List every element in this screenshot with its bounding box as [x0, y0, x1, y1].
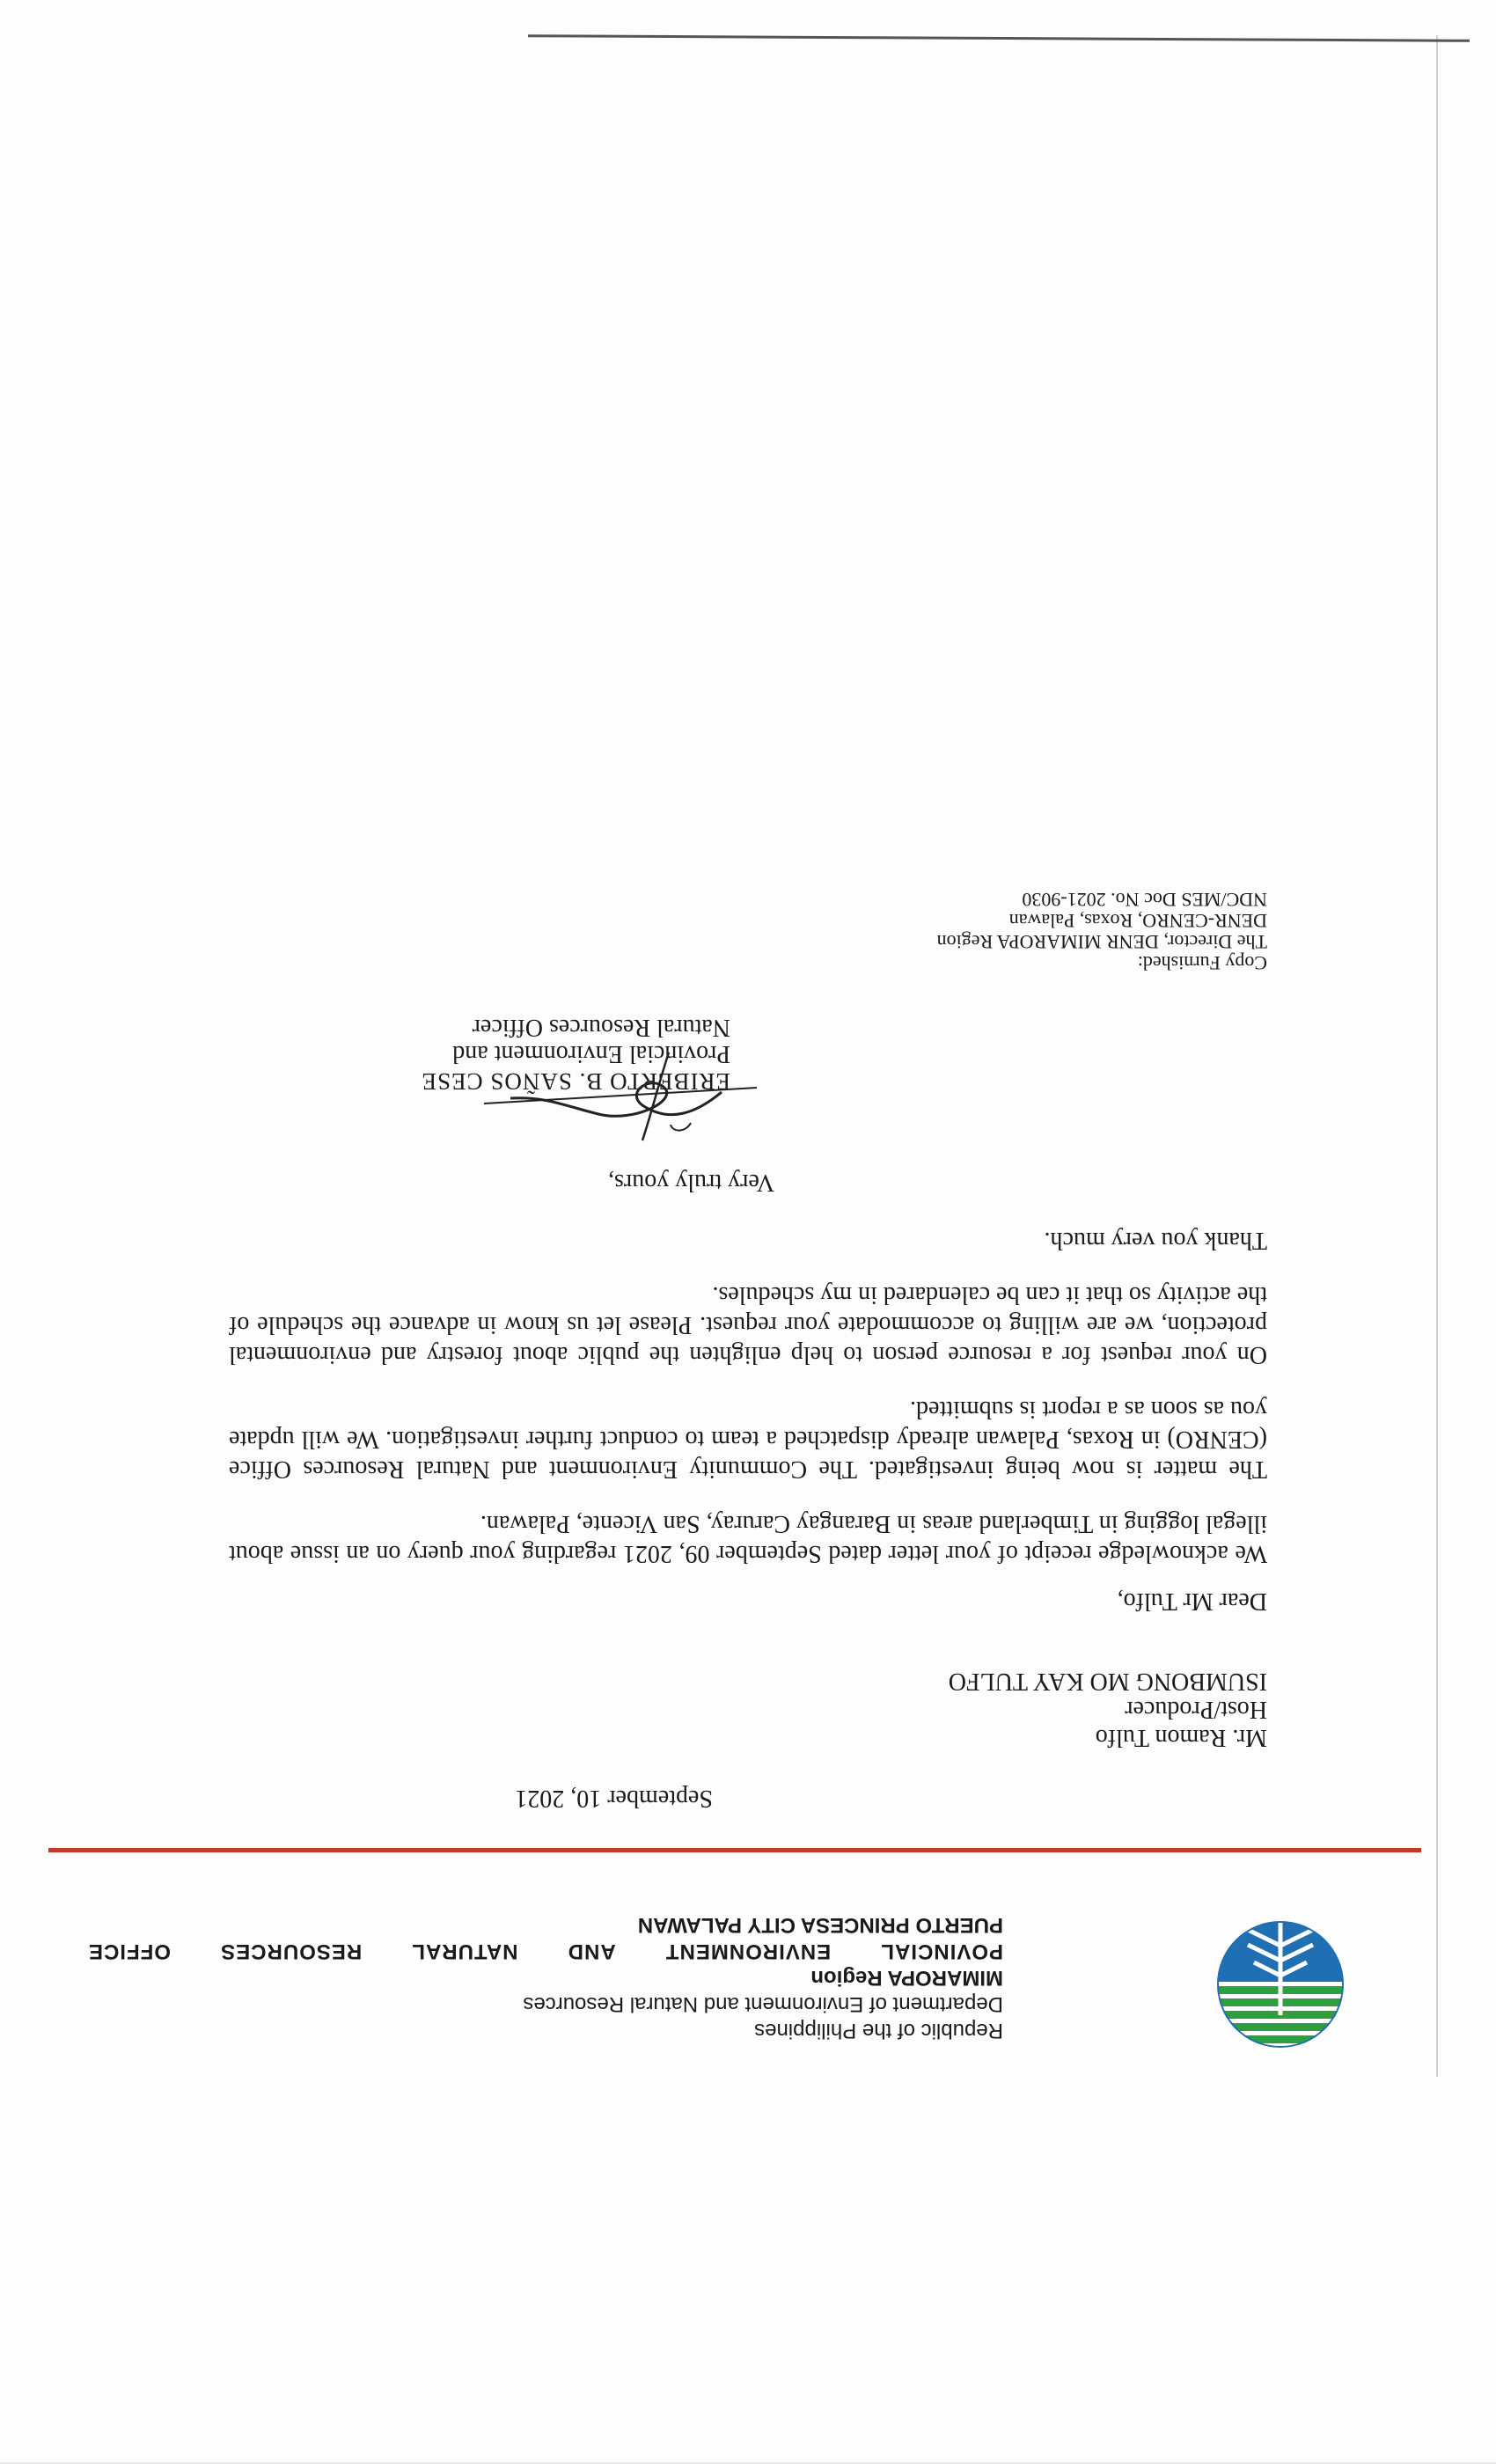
- letterhead-text: [88, 1911, 1003, 2043]
- denr-logo-icon: [1214, 1918, 1346, 2050]
- copy-furnished: [229, 889, 1267, 973]
- letterhead-rule: [48, 1848, 1421, 1852]
- thanks-line: Thank you very much.: [1044, 1227, 1267, 1254]
- letter-body: [229, 889, 1267, 1830]
- paragraph: We acknowledge receipt of your letter dated September 09, 2021 regarding your query on an issue about illegal logging in Timberland areas in Barangay Caruray, San Vicente, Palawan.: [229, 1510, 1267, 1567]
- scan-edge: [1436, 35, 1438, 2077]
- scan-edge: [528, 34, 1470, 42]
- salutation: Dear Mr Tulfo,: [1117, 1588, 1267, 1615]
- copy-furnished-item: The Director, DENR MIMAROPA Region: [936, 931, 1267, 953]
- office-word: NATURAL: [411, 1940, 518, 1963]
- signatory-title: Provincial Environment and: [452, 1040, 730, 1067]
- copy-furnished-label: Copy Furnished:: [1137, 952, 1267, 974]
- department-line: Department of Environment and Natural Resources: [523, 1992, 1003, 2016]
- office-word: POVINCIAL: [880, 1940, 1003, 1963]
- country-line: Republic of the Philippines: [754, 2019, 1003, 2042]
- office-word: AND: [567, 1940, 616, 1963]
- handwritten-signature: [458, 1044, 774, 1176]
- region-line: MIMAROPA Region: [810, 1966, 1003, 1990]
- office-word: ENVIRONMENT: [664, 1940, 832, 1963]
- office-line: [88, 1938, 1003, 1964]
- paragraph: On your request for a resource person to help enlighten the public about forestry and environmental protection, we are willing to accommodate your request. Please let us know in advance the schedule of the activity so that it can be calendared in my schedules.: [229, 1281, 1267, 1368]
- recipient-block: [229, 1667, 1267, 1751]
- office-word: RESOURCES: [220, 1940, 363, 1963]
- office-word: OFFICE: [88, 1940, 172, 1963]
- signature: [458, 1070, 774, 1140]
- paragraph: The matter is now being investigated. The Community Environment and Natural Resources Office (CENRO) in Roxas, Palawan already dispatched a team to conduct further investigation. We will update you as soon as a report is submitted.: [229, 1396, 1267, 1483]
- document-reference: NDC/MES Doc No. 2021-9030: [1022, 889, 1267, 911]
- closing: Very truly yours,: [608, 1169, 774, 1196]
- signatory-name: ERIBERTO B. SAÑOS CESE: [421, 1068, 730, 1095]
- copy-furnished-item: DENR-CENRO, Roxas, Palawan: [1008, 910, 1267, 932]
- recipient-title: Host/Producer: [1125, 1696, 1267, 1723]
- signatory-title: Natural Resources Officer: [472, 1014, 730, 1041]
- city-line: PUERTO PRINCESA CITY PALAWAN: [637, 1913, 1003, 1937]
- letter-date: September 10, 2021: [515, 1785, 713, 1812]
- recipient-program: ISUMBONG MO KAY TULFO: [948, 1668, 1267, 1695]
- recipient-name: Mr. Ramon Tulfo: [1095, 1724, 1267, 1751]
